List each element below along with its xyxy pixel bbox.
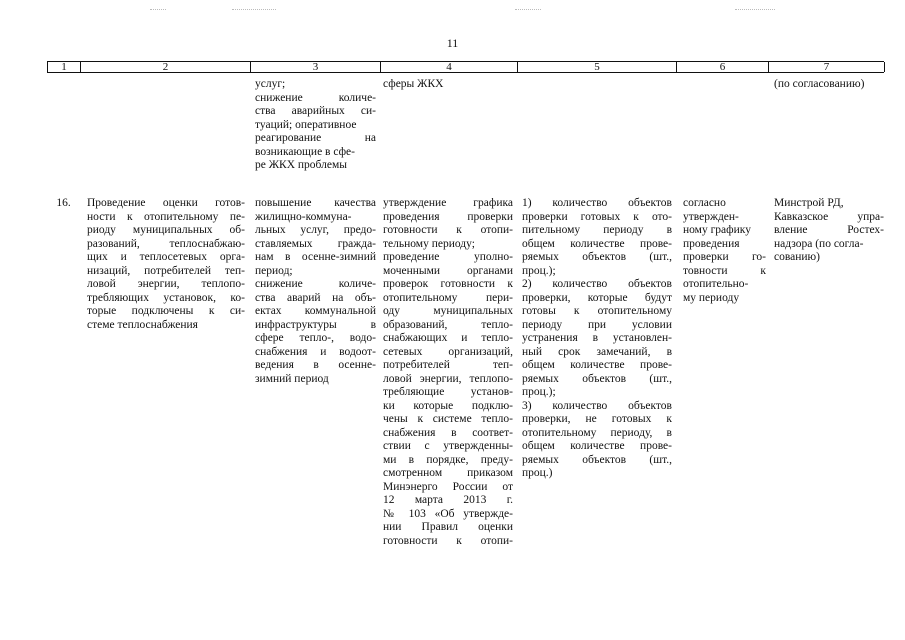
text-line: ре ЖКХ проблемы bbox=[255, 159, 347, 171]
text-line: стеме теплоснабжения bbox=[87, 318, 198, 331]
text-line: Минэнерго России от bbox=[383, 480, 513, 493]
text-line: утвержден- bbox=[683, 210, 739, 223]
text-line: надзора (по согла- bbox=[774, 237, 864, 250]
text-line: проц.); bbox=[522, 264, 556, 277]
header-col-6: 6 bbox=[677, 62, 769, 72]
text-line: снабжения в соответ- bbox=[383, 426, 513, 439]
text-line: общем количестве прове- bbox=[522, 359, 672, 371]
text-line: отопительно- bbox=[683, 278, 749, 290]
header-col-4: 4 bbox=[381, 62, 518, 72]
text-line: снижение количе- bbox=[255, 278, 376, 290]
text-line: льных услуг, предо- bbox=[255, 224, 376, 236]
text-line: (по согласованию) bbox=[774, 78, 865, 90]
text-line: проверки готовых к ото- bbox=[522, 210, 672, 223]
text-line: Проведение оценки готов- bbox=[87, 197, 245, 209]
text-line: отопительному пери- bbox=[383, 291, 513, 304]
text-line: туаций; оперативное bbox=[255, 118, 357, 131]
text-line: тельному периоду; bbox=[383, 237, 475, 250]
text-line: оду муниципальных bbox=[383, 305, 513, 317]
text-line: ряемых объектов (шт., bbox=[522, 251, 672, 263]
text-line: 1) количество объектов bbox=[522, 197, 672, 209]
text-line: ловой энергии, теплопо- bbox=[383, 372, 513, 385]
continuation-col-4 bbox=[383, 78, 513, 92]
text-line: общем количестве прове- bbox=[522, 237, 672, 250]
text-line: риоду муниципальных об- bbox=[87, 224, 245, 236]
text-line: Кавказское упра- bbox=[774, 210, 884, 223]
text-line: ми в порядке, преду- bbox=[383, 453, 513, 466]
text-line: сфере тепло-, водо- bbox=[255, 332, 376, 344]
text-line: отопительному периоду, в bbox=[522, 426, 672, 439]
row-number bbox=[47, 197, 80, 211]
continuation-col-7 bbox=[774, 78, 884, 92]
text-line: ки которые подклю- bbox=[383, 399, 513, 412]
text-line: проверки, которые будут bbox=[522, 291, 672, 304]
text-line: ставляемых гражда- bbox=[255, 237, 376, 250]
text-line: ства аварий на объ- bbox=[255, 291, 376, 304]
text-line: готовности к отопи- bbox=[383, 534, 513, 547]
text-line: снабжающих и тепло- bbox=[383, 332, 513, 344]
text-line: повышение качества bbox=[255, 197, 376, 209]
header-col-1: 1 bbox=[48, 62, 81, 72]
text-line: товности к bbox=[683, 264, 766, 277]
row-number-text: 16. bbox=[56, 197, 71, 209]
text-line: требляющих установок, ко- bbox=[87, 291, 245, 304]
text-line: потребителей теп- bbox=[383, 359, 513, 371]
text-line: 2) количество объектов bbox=[522, 278, 672, 290]
text-line: возникающие в сфе- bbox=[255, 145, 355, 158]
header-col-5: 5 bbox=[518, 62, 677, 72]
text-line: устранения в установлен- bbox=[522, 332, 672, 344]
text-line: проверки, не готовых к bbox=[522, 413, 672, 425]
text-line: период; bbox=[255, 264, 293, 277]
row16-measures-cell bbox=[383, 197, 513, 548]
text-line: готовы к отопительному bbox=[522, 305, 672, 317]
text-line: услуг; bbox=[255, 78, 286, 90]
text-line: 12 марта 2013 г. bbox=[383, 494, 513, 506]
text-line: периоду при условии bbox=[522, 318, 672, 331]
text-line: моченными органами bbox=[383, 264, 513, 277]
text-line: утверждение графика bbox=[383, 197, 513, 209]
text-line: ряемых объектов (шт., bbox=[522, 372, 672, 385]
scan-mark bbox=[232, 9, 276, 11]
text-line: № 103 «Об утвержде- bbox=[383, 507, 513, 520]
text-line: вление Ростех- bbox=[774, 224, 884, 236]
text-line: снабжения и водоот- bbox=[255, 345, 376, 358]
text-line: проверки го- bbox=[683, 251, 766, 263]
text-line: 3) количество объектов bbox=[522, 399, 672, 412]
row16-event-cell bbox=[87, 197, 245, 332]
table-header-row bbox=[47, 61, 884, 73]
text-line: проведения проверки bbox=[383, 210, 513, 223]
text-line: ный срок замечаний, в bbox=[522, 345, 672, 358]
row16-deadline-cell bbox=[683, 197, 766, 305]
header-col-3: 3 bbox=[251, 62, 381, 72]
text-line: нии Правил оценки bbox=[383, 521, 513, 533]
text-line: ектах коммунальной bbox=[255, 305, 376, 317]
text-line: ловой энергии, теплопо- bbox=[87, 278, 245, 290]
text-line: образований, тепло- bbox=[383, 318, 513, 331]
scan-mark bbox=[735, 9, 775, 11]
text-line: ствии с утвержденны- bbox=[383, 440, 513, 452]
text-line: требляющие установ- bbox=[383, 386, 513, 398]
text-line: проверок готовности к bbox=[383, 278, 513, 290]
text-line: щих и теплосетевых орга- bbox=[87, 251, 245, 263]
text-line: разований, теплоснабжаю- bbox=[87, 237, 245, 250]
text-line: пительному периоду в bbox=[522, 224, 672, 236]
row16-goal-cell bbox=[255, 197, 376, 386]
text-line: снижение количе- bbox=[255, 91, 376, 104]
text-line: ства аварийных си- bbox=[255, 105, 376, 117]
text-line: ряемых объектов (шт., bbox=[522, 453, 672, 466]
text-line: сферы ЖКХ bbox=[383, 78, 444, 90]
text-line: чены к системе тепло- bbox=[383, 413, 513, 425]
text-line: проведения bbox=[683, 237, 740, 250]
text-line: жилищно-коммуна- bbox=[255, 210, 352, 223]
text-line: смотренном приказом bbox=[383, 467, 513, 479]
text-line: ному графику bbox=[683, 224, 751, 236]
text-line: общем количестве прове- bbox=[522, 440, 672, 452]
text-line: нам в осенне-зимний bbox=[255, 251, 376, 263]
scan-mark bbox=[515, 9, 541, 11]
text-line: проц.); bbox=[522, 386, 556, 398]
text-line: проведение уполно- bbox=[383, 251, 513, 263]
row16-indicators-cell bbox=[522, 197, 672, 481]
text-line: согласно bbox=[683, 197, 726, 209]
header-col-2: 2 bbox=[81, 62, 251, 72]
row16-responsible-cell bbox=[774, 197, 884, 265]
text-line: проц.) bbox=[522, 467, 553, 479]
text-line: зимний период bbox=[255, 372, 329, 385]
text-line: готовности к отопи- bbox=[383, 224, 513, 236]
text-line: ности к отопительному пе- bbox=[87, 210, 245, 223]
continuation-col-3 bbox=[255, 78, 376, 173]
scan-mark bbox=[150, 9, 166, 11]
text-line: Минстрой РД, bbox=[774, 197, 844, 209]
text-line: реагирование на bbox=[255, 132, 376, 144]
text-line: сованию) bbox=[774, 251, 820, 263]
text-line: ведения в осенне- bbox=[255, 359, 376, 371]
text-line: торые подключены к си- bbox=[87, 305, 245, 317]
text-line: низаций, потребителей теп- bbox=[87, 264, 245, 277]
text-line: инфраструктуры в bbox=[255, 318, 376, 331]
header-col-7: 7 bbox=[769, 62, 885, 72]
text-line: му периоду bbox=[683, 291, 740, 304]
page-number: 11 bbox=[446, 36, 459, 50]
text-line: сетевых организаций, bbox=[383, 345, 513, 358]
